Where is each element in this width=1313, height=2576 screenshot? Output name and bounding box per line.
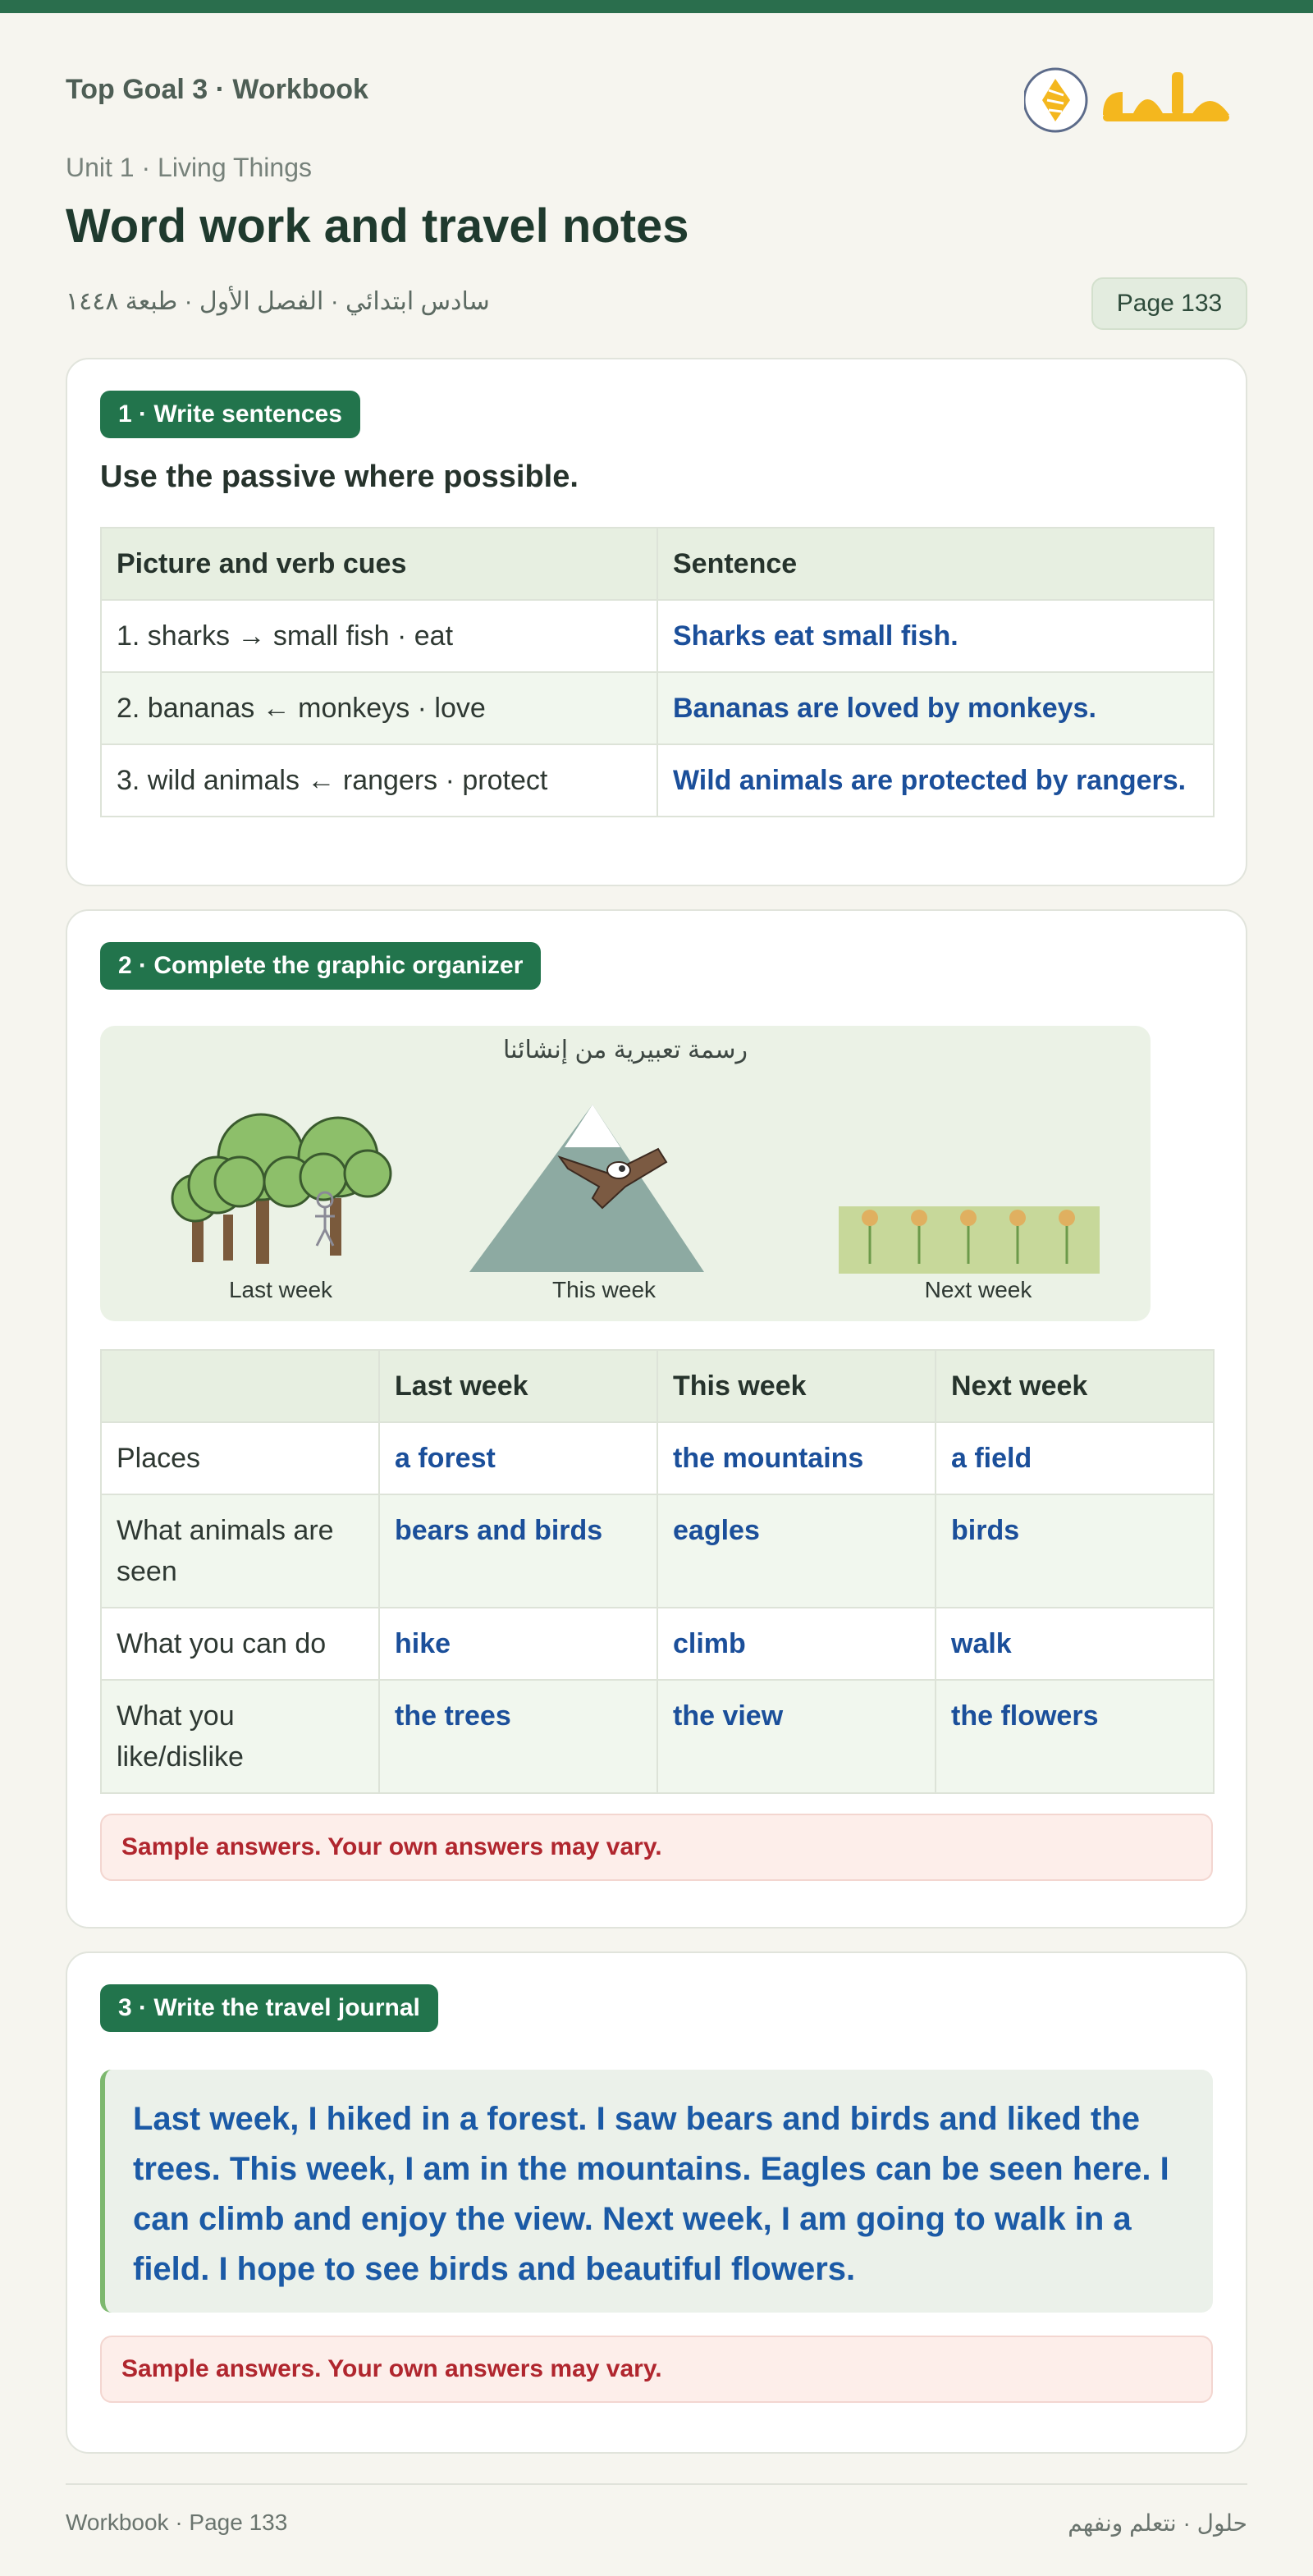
top-accent-bar [0,0,1313,13]
section-pill: 1 · Write sentences [100,391,360,438]
section-travel-journal [66,1951,1247,2454]
illustration [100,1026,1151,1321]
unit-label: Unit 1 · Living Things [66,153,312,182]
answer-cell: birds [936,1494,1214,1608]
table-row [101,1422,1214,1494]
footer-divider [66,2483,1247,2485]
answer-cell: bears and birds [379,1494,657,1608]
column-header: This week [657,1350,936,1422]
answer-cell: a field [936,1422,1214,1494]
page-header [66,74,1247,106]
table-row [101,1494,1214,1608]
answer-cell: the mountains [657,1422,936,1494]
row-label: What you like/dislike [101,1680,379,1793]
answer-cell: eagles [657,1494,936,1608]
answer-cell: Sharks eat small fish. [657,600,1214,672]
table-header-row [101,528,1214,600]
section-write-sentences [66,358,1247,886]
hulul-logo [1024,62,1238,136]
instruction: Use the passive where possible. [100,460,579,494]
answer-cell: walk [936,1608,1214,1680]
answer-cell: the trees [379,1680,657,1793]
answer-cell: Bananas are loved by monkeys. [657,672,1214,744]
cue-cell: 3. wild animals ← rangers · protect [101,744,657,817]
journal-text: Last week, I hiked in a forest. I saw bears and birds and liked the trees. This week, I am in the mountains. Eagles can be seen here. I can climb and enjoy the view. Next week, I am going to walk in a field. I hope to see birds and beautiful flowers. [100,2070,1213,2313]
column-header [101,1350,379,1422]
sentences-table [100,527,1215,817]
table-header-row [101,1350,1214,1422]
book-title: Top Goal 3 · Workbook [66,74,368,105]
forest-scene [172,1114,391,1264]
column-header: Picture and verb cues [101,528,657,600]
column-header: Sentence [657,528,1214,600]
grade-subtitle: سادس ابتدائي · الفصل الأول · طبعة ١٤٤٨ [66,288,490,315]
page-title: Word work and travel notes [66,199,689,253]
footer-page-label: Workbook · Page 133 [66,2510,288,2535]
answer-cell: hike [379,1608,657,1680]
footer-brand: حلول · نتعلم ونفهم [1068,2510,1247,2536]
answer-cell: Wild animals are protected by rangers. [657,744,1214,817]
mountain-scene [469,1105,704,1272]
table-row [101,600,1214,672]
illustration-caption: رسمة تعبيرية من إنشائنا [502,1036,748,1064]
table-row [101,672,1214,744]
section-graphic-organizer [66,909,1247,1929]
page-number-badge: Page 133 [1091,277,1247,330]
sample-answers-note: Sample answers. Your own answers may vary. [100,2336,1213,2403]
table-row [101,1680,1214,1793]
row-label: What animals are seen [101,1494,379,1608]
illustration-label: Next week [924,1277,1032,1302]
column-header: Last week [379,1350,657,1422]
answer-cell: a forest [379,1422,657,1494]
table-row [101,744,1214,817]
section-pill: 3 · Write the travel journal [100,1984,438,2032]
illustration-label: This week [551,1277,656,1302]
field-scene [839,1206,1100,1274]
answer-cell: climb [657,1608,936,1680]
answer-cell: the flowers [936,1680,1214,1793]
illustration-label: Last week [228,1277,333,1302]
sample-answers-note: Sample answers. Your own answers may vary. [100,1814,1213,1881]
row-label: Places [101,1422,379,1494]
column-header: Next week [936,1350,1214,1422]
cue-cell: 1. sharks → small fish · eat [101,600,657,672]
organizer-table [100,1349,1215,1794]
row-label: What you can do [101,1608,379,1680]
cue-cell: 2. bananas ← monkeys · love [101,672,657,744]
section-pill: 2 · Complete the graphic organizer [100,942,541,990]
answer-cell: the view [657,1680,936,1793]
table-row [101,1608,1214,1680]
